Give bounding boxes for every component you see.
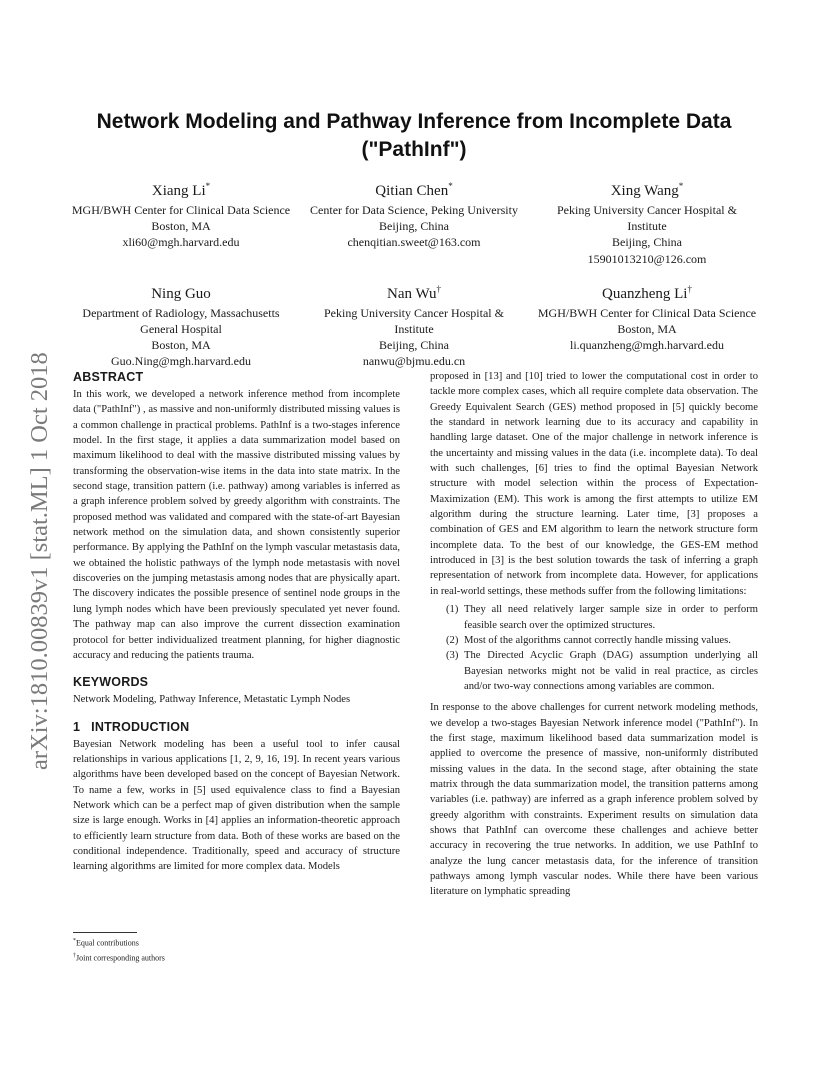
introduction-paragraph: Bayesian Network modeling has been a useful tool to infer causal relationships in various applications [1, 2, 9, 16, 19]. In recent years various algorithms have been developed based on the concept of Bayesian Network. To name a few, works in [5] used equivalence class to find a Bayesian Network which can be a perfect map of given distribution when the sample size is large enough. Works in [4] applies an information-theoretic approach to efficiently learn structure from data. Both of these works are based on the conditional independence. Traditionally, speed and accuracy of structure learning algorithms are limited for more complex data. Models: [73, 738, 400, 873]
author-affiliation: Peking University Cancer Hospital & Institute: [324, 305, 504, 337]
author-affiliation: MGH/BWH Center for Clinical Data Science: [71, 203, 291, 217]
author-location: Boston, MA: [617, 322, 677, 337]
introduction-heading: 1 INTRODUCTION: [73, 719, 190, 734]
author-name: Ning Guo: [151, 285, 211, 302]
author-name: Quanzheng Li†: [602, 283, 692, 302]
author-row: [70, 279, 758, 370]
footnote: *Equal contributions: [73, 938, 139, 948]
author-card: [303, 176, 525, 267]
list-item: (1) They all need relatively larger sample size in order to perform feasible search over the optimized structures.: [446, 604, 758, 631]
author-email: li.quanzheng@mgh.harvard.edu: [569, 338, 724, 353]
list-item: (2) Most of the algorithms cannot correctly handle missing values.: [446, 634, 731, 646]
author-card: [536, 279, 758, 370]
author-location: Beijing, China: [612, 235, 682, 250]
author-card: [303, 279, 525, 370]
footnote-rule: [73, 932, 137, 933]
footnote: †Joint corresponding authors: [73, 952, 165, 963]
author-card: [70, 176, 292, 267]
author-name: Nan Wu†: [386, 283, 442, 302]
author-email: xli60@mgh.harvard.edu: [122, 235, 240, 250]
abstract-heading: ABSTRACT: [73, 370, 144, 384]
author-email: Guo.Ning@mgh.harvard.edu: [110, 354, 252, 369]
author-affiliation: Center for Data Science, Peking University: [310, 203, 518, 217]
footnotes: [73, 932, 193, 964]
abstract-text: In this work, we developed a network inference method from incomplete data ("PathInf") , as massive and non-uniformly distributed missing values is a common challenge in practical problems. PathInf is a two-stages inference model. In the first stage, it applies a data summarization model based on maximum likelihood to deal with the massive distributed missing values by transforming the observation-wise items in the data into state matrix. In the second stage, transition pattern (i.e. pathway) among variables is inferred as a graph inference problem solved by greedy algorithm with constraints. The proposed method was validated and compared with the state-of-art Bayesian network method on the simulation data, and shown consistently superior performance. By applying the PathInf on the lymph vascular metastasis data, we obtained the holistic pathways of the lymph node metastasis with novel discoveries on the jumping metastasis among nodes that are physically apart. The discovery indicates the possible presence of sentinel node groups in the lung lymph nodes which have been previously speculated yet never found. The pathway map can also improve the current dissection examination protocol for better individualized treatment planning, for higher diagnostic accuracy and reducing the patients trauma.: [73, 389, 400, 661]
arxiv-stamp: arXiv:1810.00839v1 [stat.ML] 1 Oct 2018: [26, 352, 53, 770]
author-email: 15901013210@126.com: [587, 251, 707, 266]
author-email: nanwu@bjmu.edu.cn: [362, 354, 466, 369]
spacer: [73, 708, 400, 719]
author-affiliation: MGH/BWH Center for Clinical Data Science: [537, 305, 757, 320]
introduction-paragraph-2: In response to the above challenges for current network modeling methods, we develop a two-stages Bayesian Network inference model ("PathInf"). In the first stage, maximum likelihood based data summarization model is applied to overcome the presence of massive, non-uniformly distributed missing values in the data. In the second stage, after obtaining the state matrix through the data summarization model, the transition patterns among variables (i.e. pathway) are inferred as a graph inference problem solved by greedy algorithm with constraints. Experiment results on simulation data shows that PathInf can overcome these challenges and achieve better accuracy in recovering the true networks. In addition, we use PathInf to analyze the lung cancer metastasis data, for the inference of transition pathways among lymph vascular nodes. While there have been various literature on lymphatic spreading: [430, 702, 758, 898]
author-name: Xiang Li*: [151, 181, 211, 199]
paper-title: Network Modeling and Pathway Inference from Incomplete Data ("PathInf"): [96, 110, 732, 161]
author-affiliation: Peking University Cancer Hospital & Institute: [557, 203, 737, 234]
author-row: [70, 176, 758, 267]
author-location: Beijing, China: [379, 219, 449, 234]
author-card: [70, 279, 292, 370]
author-affiliation: Department of Radiology, Massachusetts General Hospital: [82, 305, 280, 337]
author-name: Xing Wang*: [610, 181, 684, 199]
left-column: [73, 369, 400, 875]
author-block: [70, 176, 758, 382]
list-item: (3) The Directed Acyclic Graph (DAG) assumption underlying all Bayesian networks might not be valid in real practice, as circles and/or two-way connections among variables are common.: [446, 650, 758, 692]
keywords-text: Network Modeling, Pathway Inference, Metastatic Lymph Nodes: [73, 694, 351, 706]
keywords-heading: KEYWORDS: [73, 675, 149, 690]
author-location: Boston, MA: [151, 338, 211, 353]
author-location: Boston, MA: [151, 219, 211, 234]
introduction-paragraph-continued: proposed in [13] and [10] tried to lower the computational cost in order to tackle more complex cases, which all require complete data observation. The Greedy Equivalent Search (GES) method proposed in [5] quickly become the standard in network learning due to its accuracy and capability in handling large dataset. One of the major challenge in network inference is the uncertainty and missing values in the data (i.e. incomplete data). To deal with such challenges, [6] tries to find the optimal Bayesian Network structure with model selection within the process of Expectation-Maximization (EM). This work is among the first attempts to utilize EM algorithm during the structure learning. Later time, [3] proposes a combination of GES and EM algorithm to learn the network structure form incomplete data. To the best of our knowledge, the GES-EM method introduced in [3] is the best solution towards the task of inferring a graph representation of network from incomplete data. However, for applications in real-world settings, these methods suffer from the following limitations:: [430, 371, 758, 597]
author-location: Beijing, China: [379, 338, 449, 353]
author-name: Qitian Chen*: [375, 181, 453, 199]
author-email: chenqitian.sweet@163.com: [347, 235, 481, 250]
limitations-list: [430, 602, 758, 694]
spacer: [73, 663, 400, 674]
right-column: [430, 369, 758, 900]
author-card: [536, 176, 758, 267]
